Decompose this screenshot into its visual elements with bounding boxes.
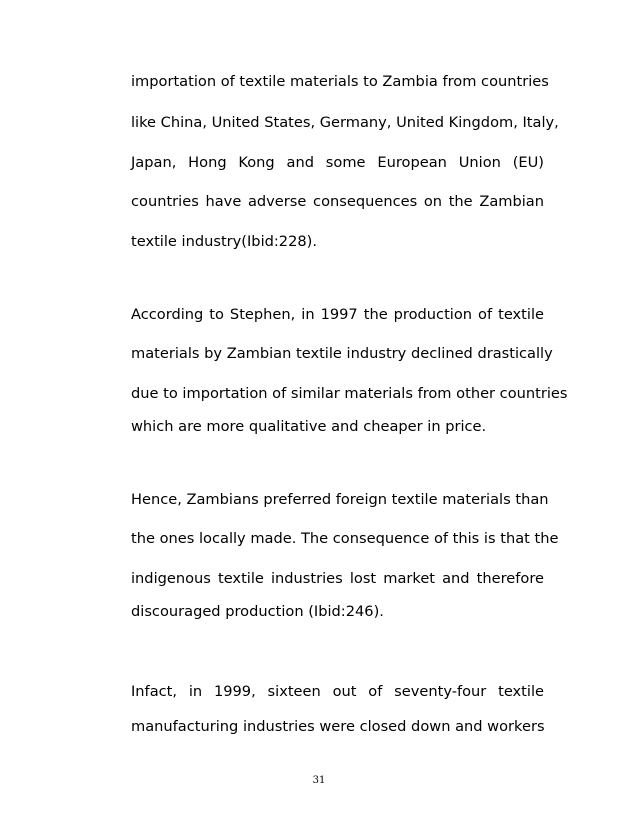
paragraph-3-line-2: the ones locally made. The consequence of this is that the <box>131 530 559 547</box>
paragraph-1-line-3: Japan, Hong Kong and some European Union (EU) <box>131 154 544 171</box>
paragraph-2-line-4: which are more qualitative and cheaper in price. <box>131 418 487 435</box>
paragraph-2-line-3: due to importation of similar materials from other countries <box>131 385 568 402</box>
paragraph-4-line-2: manufacturing industries were closed down and workers <box>131 718 545 735</box>
paragraph-1-line-1: importation of textile materials to Zambia from countries <box>131 73 549 90</box>
paragraph-1-line-4: countries have adverse consequences on the Zambian <box>131 193 544 210</box>
paragraph-4-line-1: Infact, in 1999, sixteen out of seventy-four textile <box>131 683 544 700</box>
paragraph-3-line-4: discouraged production (Ibid:246). <box>131 603 384 620</box>
paragraph-2-line-1: According to Stephen, in 1997 the production of textile <box>131 306 544 323</box>
paragraph-1-line-5: textile industry(Ibid:228). <box>131 233 317 250</box>
paragraph-3-line-1: Hence, Zambians preferred foreign textile materials than <box>131 491 549 508</box>
paragraph-2-line-2: materials by Zambian textile industry declined drastically <box>131 345 553 362</box>
paragraph-1-line-2: like China, United States, Germany, United Kingdom, Italy, <box>131 114 559 131</box>
paragraph-3-line-3: indigenous textile industries lost market and therefore <box>131 570 544 587</box>
page-number: 31 <box>312 775 326 786</box>
